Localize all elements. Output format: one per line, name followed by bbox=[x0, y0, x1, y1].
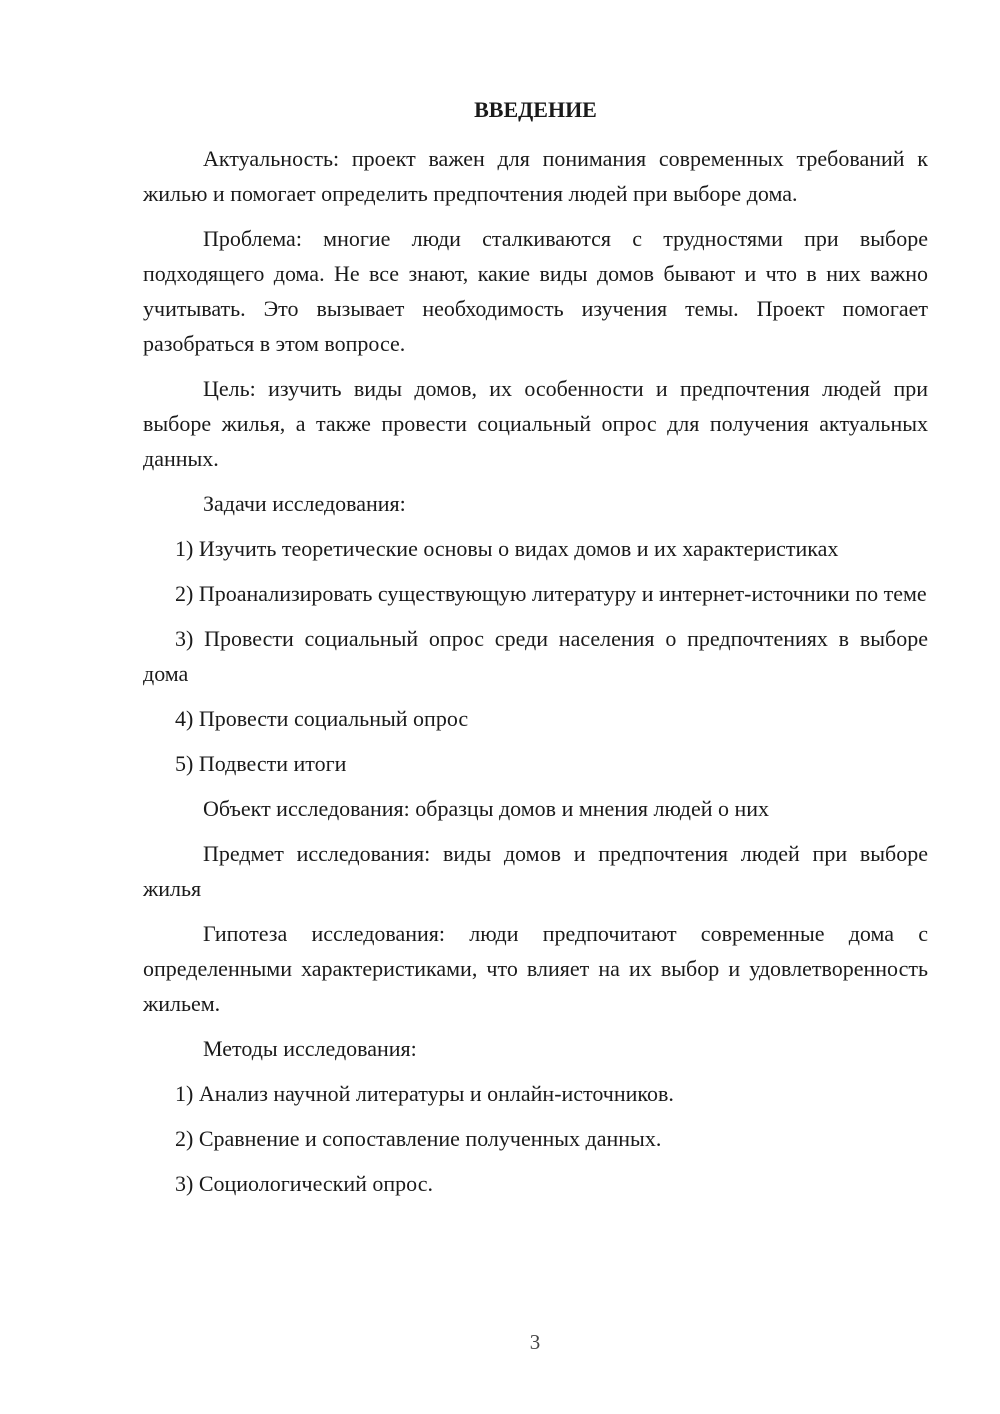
paragraph-relevance: Актуальность: проект важен для понимания современных требований к жилью и помогает определить предпочтения людей при выборе дома. bbox=[143, 146, 928, 206]
method-item: 3) Социологический опрос. bbox=[175, 1171, 433, 1196]
task-item: 2) Проанализировать существующую литературу и интернет-источники по теме bbox=[175, 581, 927, 606]
paragraph-goal: Цель: изучить виды домов, их особенности и предпочтения людей при выборе жилья, а также провести социальный опрос для получения актуальных данных. bbox=[143, 376, 928, 471]
task-item: 3) Провести социальный опрос среди населения о предпочтениях в выборе дома bbox=[143, 626, 928, 686]
page-number: 3 bbox=[529, 1330, 541, 1354]
paragraph-problem: Проблема: многие люди сталкиваются с трудностями при выборе подходящего дома. Не все знают, какие виды домов бывают и что в них важно учитывать. Это вызывает необходимость изучения темы. Проект помогает разобраться в этом вопросе. bbox=[143, 226, 928, 356]
methods-heading: Методы исследования: bbox=[203, 1036, 417, 1061]
method-item: 1) Анализ научной литературы и онлайн-источников. bbox=[175, 1081, 674, 1106]
method-item: 2) Сравнение и сопоставление полученных данных. bbox=[175, 1126, 662, 1151]
tasks-heading: Задачи исследования: bbox=[203, 491, 406, 516]
section-title: ВВЕДЕНИЕ bbox=[474, 97, 597, 122]
research-object: Объект исследования: образцы домов и мнения людей о них bbox=[203, 796, 770, 821]
task-item: 4) Провести социальный опрос bbox=[175, 706, 469, 731]
document-page bbox=[143, 92, 928, 1211]
task-item: 5) Подвести итоги bbox=[175, 751, 347, 776]
task-item: 1) Изучить теоретические основы о видах домов и их характеристиках bbox=[175, 536, 839, 561]
research-hypothesis: Гипотеза исследования: люди предпочитают современные дома с определенными характеристиками, что влияет на их выбор и удовлетворенность жильем. bbox=[143, 921, 928, 1016]
research-subject: Предмет исследования: виды домов и предпочтения людей при выборе жилья bbox=[143, 841, 928, 901]
